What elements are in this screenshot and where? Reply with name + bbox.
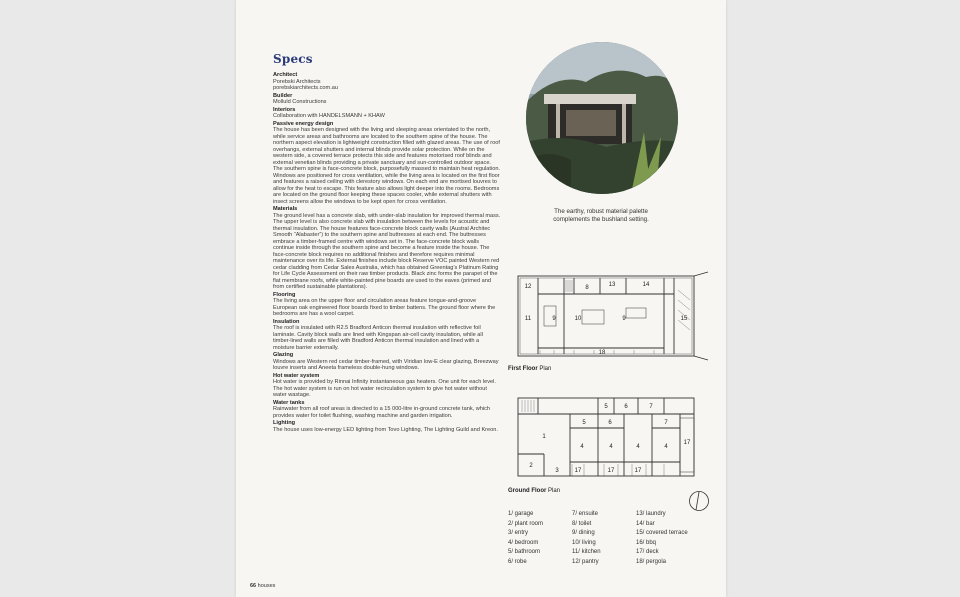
page-folio: 66 houses: [250, 583, 276, 589]
spec-section: [273, 352, 501, 372]
ff-room-8: 8: [585, 285, 589, 291]
ff-room-14: 14: [642, 282, 650, 288]
spec-section: [273, 93, 501, 106]
ff-room-10: 10: [574, 316, 582, 322]
spec-section: [273, 373, 501, 399]
gf-room-4a: 4: [580, 444, 584, 450]
spec-section-text: Hot water is provided by Rinnai Infinity instantaneous gas heaters. One unit for each level. The hot water system is run on hot water recirculation system to give hot water without water wastage.: [273, 379, 496, 398]
gf-room-4d: 4: [664, 444, 668, 450]
spec-section-text: The house uses low-energy LED lighting from Tovo Lighting, The Lighting Guild and Kreon.: [273, 426, 498, 433]
spec-section-text: Molluld Constructions: [273, 99, 327, 105]
legend-item: 1/ garage: [508, 511, 534, 517]
spec-section-title: Materials: [273, 206, 298, 212]
first-floor-label: First Floor Plan: [508, 366, 552, 372]
spec-section-title: Flooring: [273, 291, 296, 298]
north-arrow-icon: [688, 490, 710, 512]
legend-item: 3/ entry: [508, 530, 529, 537]
house-photo-image: [526, 42, 678, 194]
gf-room-6a: 6: [624, 404, 628, 410]
spec-section-title: Builder: [273, 92, 293, 99]
legend-item: 12/ pantry: [572, 558, 599, 565]
gf-room-7b: 7: [664, 420, 668, 426]
legend-item: 13/ laundry: [636, 511, 666, 517]
legend-column-3: [636, 510, 688, 568]
legend-item: 5/ bathroom: [508, 549, 541, 556]
legend-column-1: [508, 510, 543, 568]
magazine-page: [236, 0, 726, 597]
ff-room-18: 18: [598, 350, 606, 356]
spec-section-title: Glazing: [273, 352, 294, 358]
legend-item: 14/ bar: [636, 520, 655, 527]
spec-section-title: Passive energy design: [273, 120, 334, 127]
spec-section: [273, 121, 501, 206]
specs-sections: [273, 72, 501, 433]
spec-section-text: The living area on the upper floor and circulation areas feature tongue-and-groove European oak engineered floor boards fixed to timber battens. The ground floor where the bedrooms are has a wool carpet.: [273, 298, 496, 317]
legend-item: 15/ covered terrace: [636, 530, 688, 537]
legend-item: 8/ toilet: [572, 520, 592, 527]
spec-section: [273, 420, 501, 433]
ff-room-12: 12: [524, 284, 532, 290]
spec-section: [273, 319, 501, 352]
gf-room-2: 2: [529, 463, 533, 469]
spec-section-title: Lighting: [273, 420, 296, 426]
gf-room-17d: 17: [634, 468, 642, 474]
gf-room-3: 3: [555, 468, 559, 474]
legend-item: 4/ bedroom: [508, 539, 539, 546]
spec-section-title: Water tanks: [273, 399, 305, 406]
spec-section-text: porebskiarchitects.com.au: [273, 85, 338, 91]
ff-room-13: 13: [608, 282, 616, 288]
legend-item: 10/ living: [572, 539, 596, 546]
ground-floor-plan: [514, 392, 714, 484]
legend-item: 16/ bbq: [636, 539, 657, 546]
gf-room-17c: 17: [607, 468, 615, 474]
house-photo: [526, 42, 678, 194]
ff-room-9a: 9: [552, 316, 556, 322]
specs-column: [273, 52, 501, 433]
ground-floor-label: Ground Floor Plan: [508, 488, 561, 494]
spec-section-text: The roof is insulated with R2.5 Bradford Anticon thermal insulation with reflective foil laminate. Cavity block walls are lined with Kingspan air-cell cavity insulation, while all timber-lined walls are filled with Bradford Anticon thermal insulation and lined with a moisture barrier externally.: [273, 325, 483, 351]
legend-item: 11/ kitchen: [572, 549, 601, 556]
spec-section-text: Porebski Architects: [273, 78, 321, 85]
gf-room-7a: 7: [649, 404, 653, 410]
gf-room-1: 1: [542, 434, 546, 440]
spec-section: [273, 292, 501, 318]
spec-section-text: Collaboration with HANDELSMANN + KHAW: [273, 113, 385, 119]
spec-section-text: The house has been designed with the living and sleeping areas orientated to the north, while service areas and bathrooms are located to the southern spine of the house. The northern aspect elevation is lightweight construction filled with glazed areas. The use of roof overhangs, external shutters and internal blinds provide solar protection. While on the western side, a covered terrace protects this side and features motorised roof blinds and external venetian blinds providing a private sanctuary and sun-controlled outdoor space. The southern spine is face-concrete block, purposefully massed to maintain heat regulation. Windows are positioned for cross ventilation, while the living area is located on the first floor and features a raised ceiling with clerestory windows. On each end are mortised louvres to allow for the heat to escape. This feature also allows light deeper into the rooms. Bedrooms are located on the ground floor keeping these spaces cooler, while external shutters with insect screens allow the windows to be kept open for cross ventilation.: [273, 127, 500, 205]
spec-section-text: Windows are Western red cedar timber-framed, with Viridian low-E clear glazing, Breezway louvre inserts and Aneeta frameless double-hung windows.: [273, 358, 499, 371]
spec-section-title: Architect: [273, 72, 298, 78]
spec-section-text: Rainwater from all roof areas is directed to a 15 000-litre in-ground concrete tank, which provides water for toilet flushing, washing machine and garden irrigation.: [273, 406, 491, 419]
legend-item: 7/ ensuite: [572, 511, 599, 517]
legend-item: 17/ deck: [636, 549, 659, 556]
ff-room-15: 15: [680, 316, 688, 322]
gf-room-17a: 17: [683, 440, 691, 446]
spec-section-title: Interiors: [273, 106, 296, 113]
specs-heading: Specs: [273, 52, 313, 66]
legend-item: 6/ robe: [508, 558, 527, 565]
legend-item: 18/ pergola: [636, 558, 667, 565]
ff-room-11: 11: [524, 316, 532, 322]
first-floor-plan: [514, 270, 714, 362]
spec-section-title: Hot water system: [273, 372, 320, 379]
spec-section: [273, 72, 501, 92]
gf-room-5a: 5: [604, 404, 608, 410]
legend-item: 9/ dining: [572, 530, 595, 537]
legend-column-2: [572, 510, 601, 568]
spec-section-title: Insulation: [273, 318, 300, 325]
gf-room-17b: 17: [574, 468, 582, 474]
spec-section: [273, 206, 501, 291]
spec-section-text: The ground level has a concrete slab, with under-slab insulation for improved thermal mass. The upper level is also concrete slab with insulation between the levels for acoustic and thermal insulation. The house features face-concrete block cavity walls (Austral Architec Smooth “Alabaster”) to the southern spine and buttresses at each end. The buttresses embrace a timber-framed centre with windows set in. The face-concrete block walls continue inside through the southern spine and become a feature inside the house. The face-concrete block requires no additional finishes and therefore requires minimal maintenance over its life. External finishes include block Reserve VOC painted Western red cedar cladding from Cedar Sales Australia, which has obtained Greentag’s Platinum Rating for Life Cycle Assessment on their raw timber products. Black zinc forms the parapet of the flat membrane roofs, while white-painted pine boards are used to the eaves (primed and from certified sustainable plantations).: [273, 212, 501, 290]
gf-room-4c: 4: [636, 444, 640, 450]
ff-room-9b: 9: [622, 316, 626, 322]
photo-caption: The earthy, robust material palette complements the bushland setting.: [553, 208, 649, 223]
legend-item: 2/ plant room: [508, 520, 544, 527]
gf-room-6b: 6: [608, 420, 612, 426]
gf-room-4b: 4: [609, 444, 613, 450]
gf-room-5b: 5: [582, 420, 586, 426]
spec-section: [273, 107, 501, 120]
spec-section: [273, 400, 501, 420]
